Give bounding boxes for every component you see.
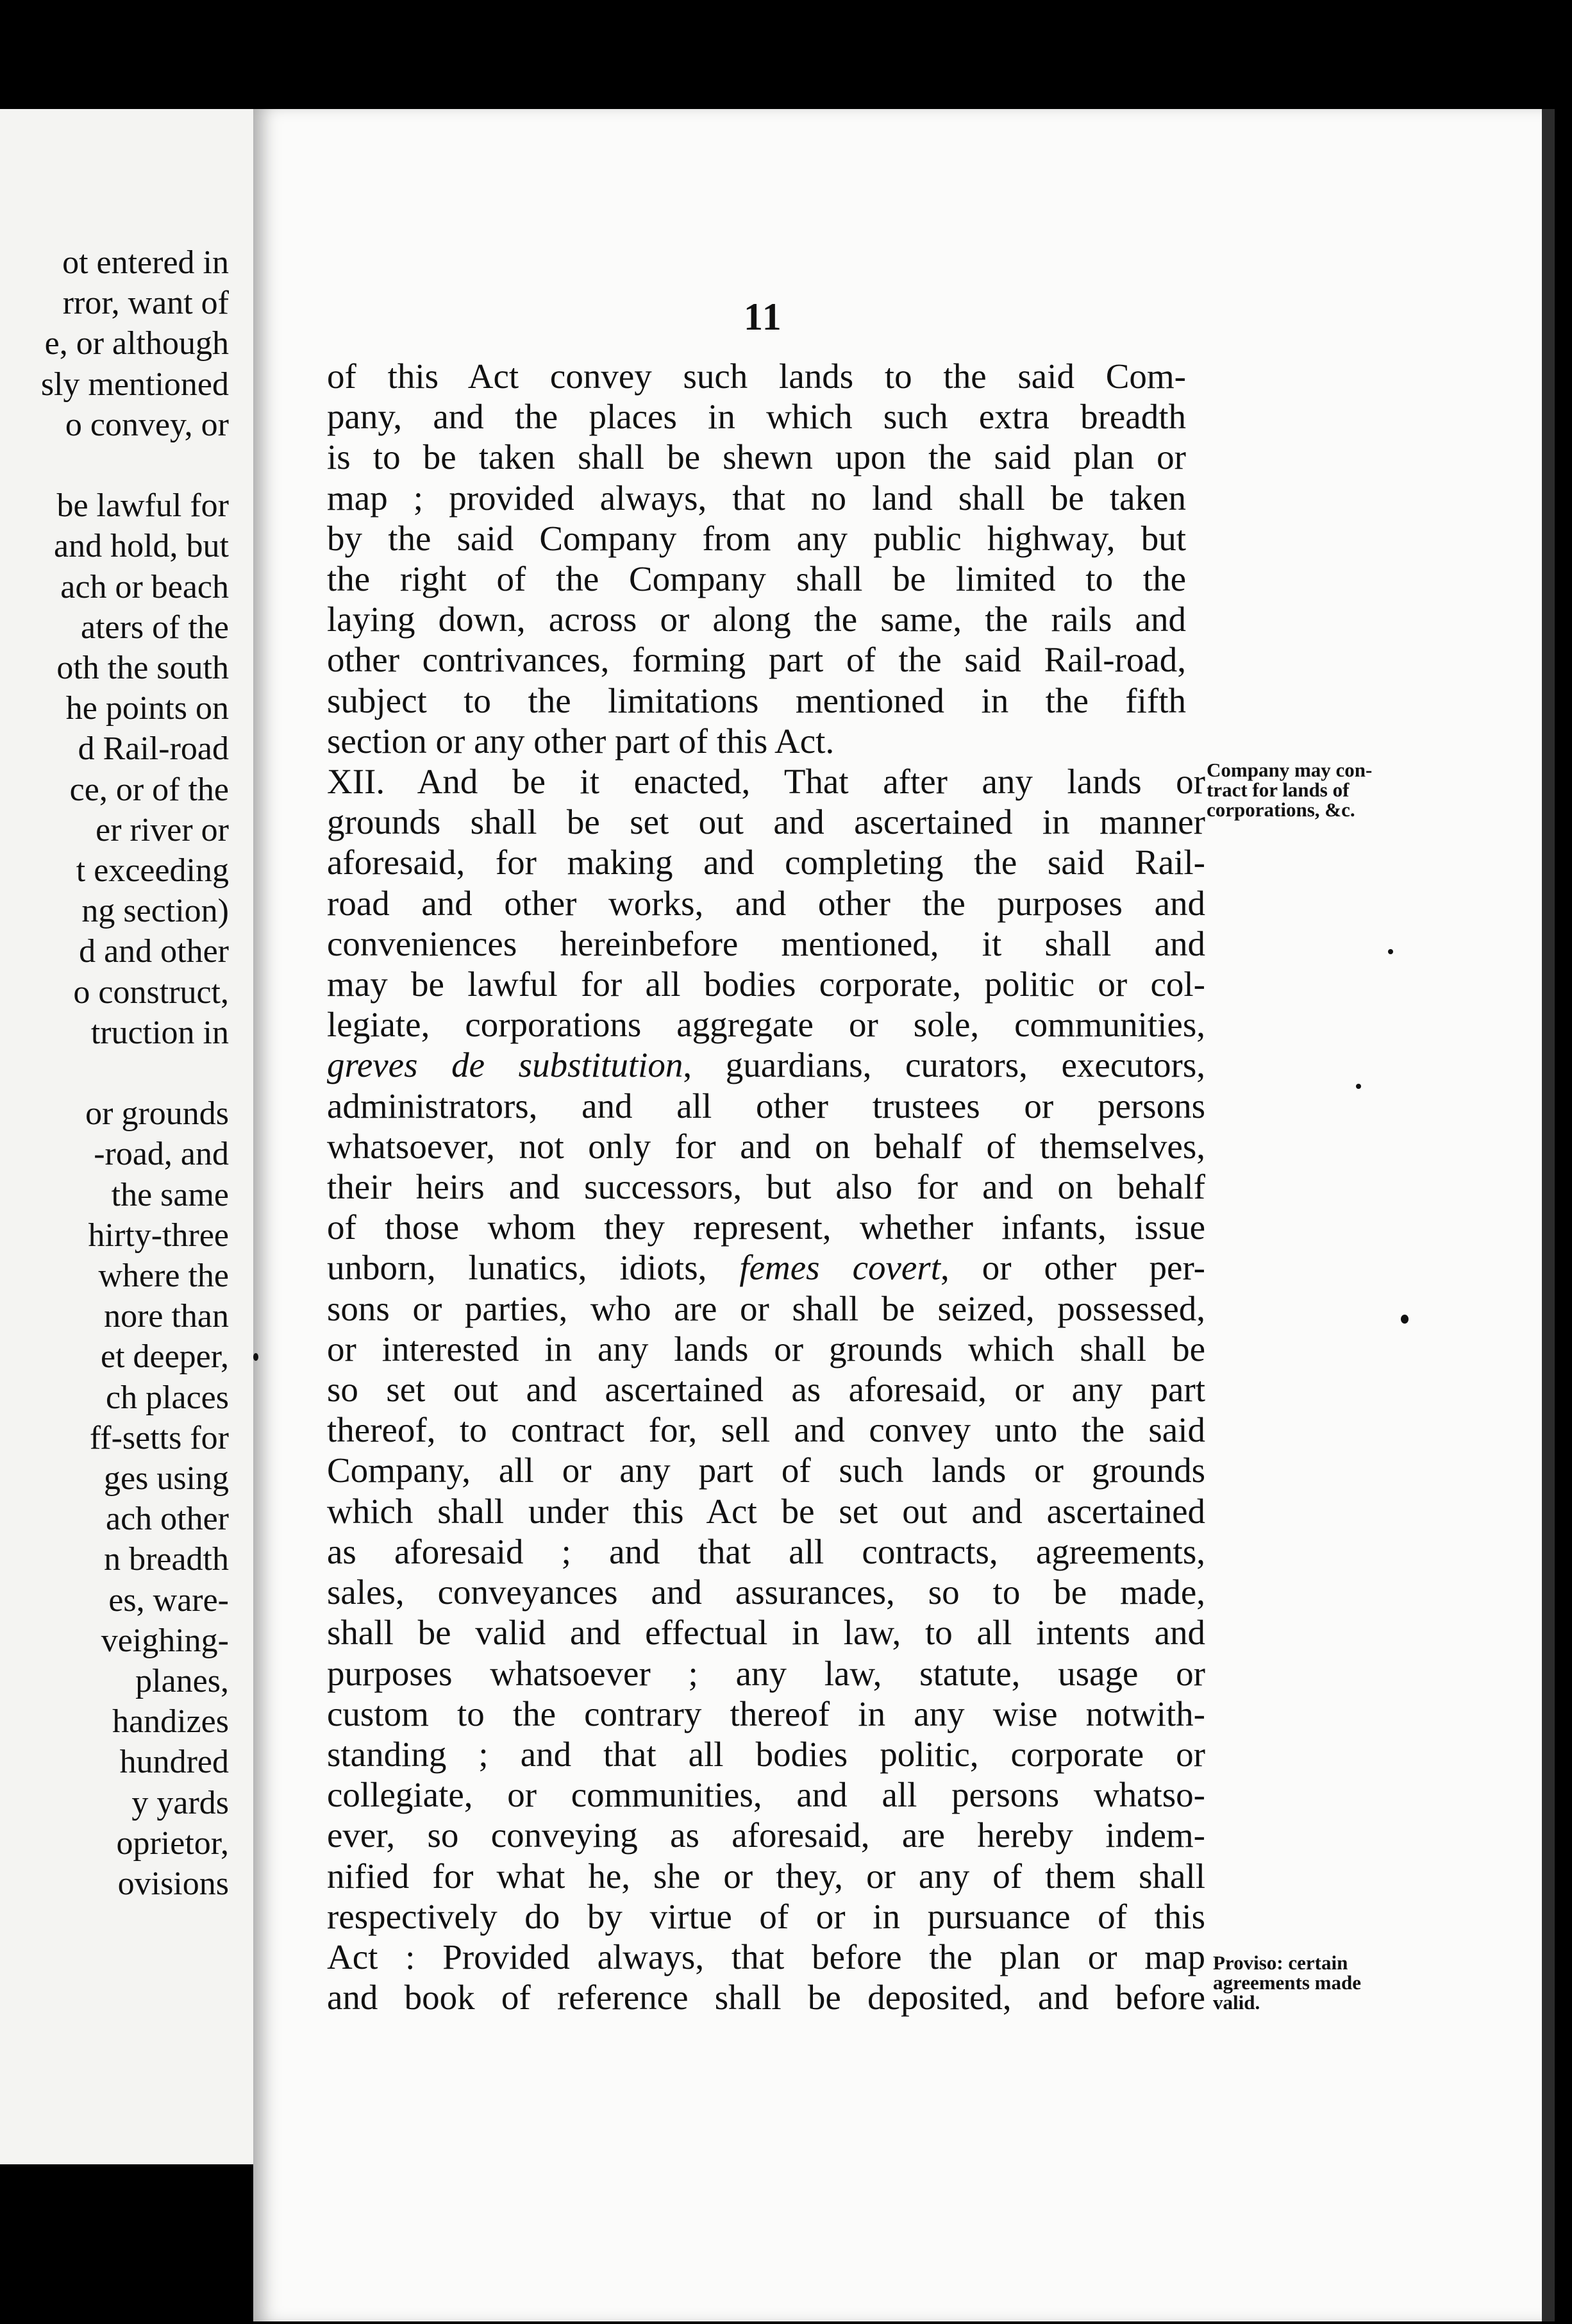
scan-speck bbox=[1401, 1315, 1409, 1324]
body-line: nified for what he, she or they, or any of them shall bbox=[327, 1856, 1205, 1896]
left-page-line: e, or although bbox=[44, 325, 229, 362]
left-page-line: hundred bbox=[119, 1744, 229, 1781]
body-line: thereof, to contract for, sell and convey unto the said bbox=[327, 1410, 1205, 1450]
body-line: as aforesaid ; and that all contracts, agreements, bbox=[327, 1531, 1205, 1571]
scan-speck bbox=[1388, 949, 1393, 954]
body-line: map ; provided always, that no land shall be taken bbox=[327, 478, 1186, 518]
left-page-line: sly mentioned bbox=[40, 366, 229, 403]
left-page-line: o construct, bbox=[73, 973, 229, 1011]
body-text bbox=[327, 356, 1455, 2017]
left-page-line: and hold, but bbox=[54, 528, 229, 565]
body-line: so set out and ascertained as aforesaid, or any part bbox=[327, 1370, 1205, 1410]
left-page-line: truction in bbox=[90, 1014, 229, 1051]
body-line: and book of reference shall be deposited, and before bbox=[327, 1978, 1205, 2017]
left-page-line: ges using bbox=[104, 1460, 229, 1497]
body-line: standing ; and that all bodies politic, corporate or bbox=[327, 1734, 1205, 1774]
scan-speck bbox=[253, 1353, 258, 1361]
left-page-line: t exceeding bbox=[76, 852, 229, 889]
body-line: is to be taken shall be shewn upon the said plan or bbox=[327, 437, 1186, 477]
body-line: shall be valid and effectual in law, to all intents and bbox=[327, 1613, 1205, 1653]
left-page-line: o convey, or bbox=[65, 406, 229, 443]
body-line: legiate, corporations aggregate or sole, communities, bbox=[327, 1005, 1205, 1045]
body-line: respectively do by virtue of or in pursuance of this bbox=[327, 1896, 1205, 1936]
body-line: may be lawful for all bodies corporate, politic or col- bbox=[327, 964, 1205, 1004]
left-page-line: where the bbox=[98, 1258, 229, 1294]
body-line: sales, conveyances and assurances, so to be made, bbox=[327, 1572, 1205, 1612]
body-line: collegiate, or communities, and all persons whatso- bbox=[327, 1775, 1205, 1815]
left-page-line: ce, or of the bbox=[69, 771, 229, 808]
body-line: the right of the Company shall be limited to the bbox=[327, 559, 1186, 599]
left-page-line: hirty-three bbox=[88, 1217, 229, 1254]
left-page-line: d and other bbox=[79, 933, 229, 970]
left-page-line: ach other bbox=[105, 1501, 229, 1538]
body-line: aforesaid, for making and completing the said Rail- bbox=[327, 843, 1205, 882]
body-line: whatsoever, not only for and on behalf of themselves, bbox=[327, 1126, 1205, 1166]
left-page-line: planes, bbox=[135, 1663, 229, 1699]
margin-note-line: valid. bbox=[1213, 1991, 1260, 2014]
left-page-line: ch places bbox=[105, 1379, 229, 1416]
body-line: road and other works, and other the purposes and bbox=[327, 883, 1205, 923]
left-page-line: nore than bbox=[104, 1298, 229, 1335]
left-page-line: et deeper, bbox=[100, 1338, 229, 1376]
left-page-line: -road, and bbox=[94, 1136, 229, 1173]
current-page bbox=[253, 109, 1542, 2321]
left-page-line: veighing- bbox=[101, 1622, 229, 1659]
left-page-line: n breadth bbox=[104, 1541, 229, 1578]
body-line: custom to the contrary thereof in any wise notwith- bbox=[327, 1694, 1205, 1733]
left-page-line: rror, want of bbox=[62, 285, 229, 322]
left-page-line: handizes bbox=[112, 1703, 229, 1740]
body-line: conveniences hereinbefore mentioned, it shall and bbox=[327, 923, 1205, 963]
body-line: or interested in any lands or grounds which shall be bbox=[327, 1329, 1205, 1368]
body-line: pany, and the places in which such extra breadth bbox=[327, 397, 1186, 437]
margin-note-company-may-contract bbox=[1207, 760, 1372, 820]
body-line: by the said Company from any public highway, but bbox=[327, 518, 1186, 558]
body-line: of those whom they represent, whether infants, issue bbox=[327, 1208, 1205, 1247]
body-line: their heirs and successors, but also for and on behalf bbox=[327, 1167, 1205, 1207]
body-line: of this Act convey such lands to the said Com- bbox=[327, 357, 1186, 396]
left-page-line: ff-setts for bbox=[89, 1419, 229, 1456]
left-page-line: or grounds bbox=[85, 1095, 229, 1133]
left-page-line: oprietor, bbox=[116, 1824, 229, 1862]
body-line: grounds shall be set out and ascertained in manner bbox=[327, 802, 1205, 842]
scan-speck bbox=[1356, 1084, 1361, 1089]
body-line: Act : Provided always, that before the plan or map bbox=[327, 1937, 1205, 1976]
left-page-line: ot entered in bbox=[62, 244, 229, 281]
left-page-line: ovisions bbox=[117, 1865, 229, 1902]
left-page-line: er river or bbox=[96, 811, 229, 848]
page-number: 11 bbox=[744, 296, 783, 338]
body-line: greves de substitution, guardians, curators, executors, bbox=[327, 1045, 1206, 1085]
left-page-line: he points on bbox=[65, 690, 229, 727]
margin-note-line: agreements made bbox=[1213, 1971, 1362, 1994]
left-page-line: y yards bbox=[131, 1784, 229, 1821]
italic-phrase: femes covert bbox=[739, 1248, 941, 1288]
previous-page bbox=[0, 109, 260, 2164]
left-page-line: oth the south bbox=[56, 650, 229, 686]
body-line: laying down, across or along the same, the rails and bbox=[327, 600, 1186, 639]
body-line: XII. And be it enacted, That after any lands or bbox=[327, 762, 1205, 802]
left-page-line: ach or beach bbox=[60, 568, 229, 605]
left-page-line: the same bbox=[111, 1176, 229, 1213]
left-page-line: d Rail-road bbox=[78, 730, 229, 768]
body-line: Company, all or any part of such lands or grounds bbox=[327, 1451, 1205, 1490]
left-page-line: es, ware- bbox=[108, 1581, 229, 1619]
body-line: section or any other part of this Act. bbox=[327, 721, 835, 761]
body-line: subject to the limitations mentioned in the fifth bbox=[327, 680, 1186, 720]
body-line: administrators, and all other trustees or persons bbox=[327, 1086, 1205, 1125]
left-page-line: ng section) bbox=[81, 893, 229, 930]
body-line: sons or parties, who are or shall be seized, possessed, bbox=[327, 1288, 1205, 1328]
body-line: other contrivances, forming part of the said Rail-road, bbox=[327, 640, 1186, 680]
margin-note-line: Proviso: certain bbox=[1213, 1951, 1348, 1974]
left-page-line: be lawful for bbox=[56, 487, 229, 525]
left-page-line: aters of the bbox=[80, 609, 229, 646]
body-line: which shall under this Act be set out and ascertained bbox=[327, 1491, 1205, 1531]
margin-note-line: Company may con- bbox=[1207, 759, 1373, 781]
body-line: ever, so conveying as aforesaid, are hereby indem- bbox=[327, 1815, 1205, 1855]
italic-phrase: greves de substitution bbox=[327, 1045, 683, 1085]
margin-note-line: tract for lands of bbox=[1207, 779, 1350, 801]
body-line: purposes whatsoever ; any law, statute, usage or bbox=[327, 1653, 1205, 1693]
margin-note-line: corporations, &c. bbox=[1207, 798, 1355, 821]
margin-note-proviso bbox=[1213, 1953, 1361, 2012]
body-line: unborn, lunatics, idiots, femes covert, or other per- bbox=[327, 1248, 1205, 1288]
